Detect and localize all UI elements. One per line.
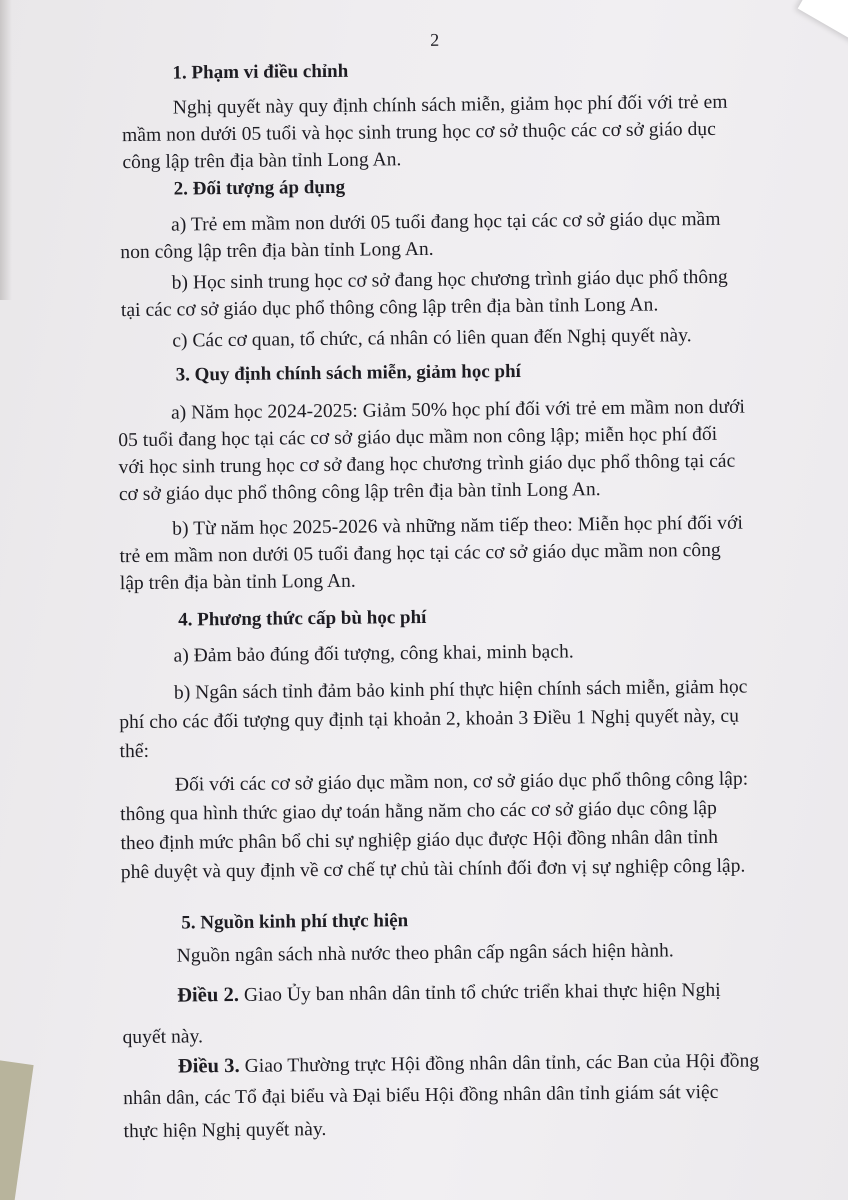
background-surface — [0, 1057, 34, 1200]
article-3-label: Điều 3. — [177, 1054, 240, 1078]
text-line: quyết này. — [122, 1026, 204, 1049]
text-line: theo định mức phân bổ chi sự nghiệp giáo dục được Hội đồng nhân dân tỉnh — [120, 826, 719, 855]
text-span: Giao Ủy ban nhân dân tỉnh tổ chức triển khai thực hiện Nghị — [238, 979, 721, 1006]
text-line: thực hiện Nghị quyết này. — [123, 1119, 327, 1143]
text-line: b) Từ năm học 2025-2026 và những năm tiếp theo: Miễn học phí đối với — [172, 512, 743, 540]
text-line: b) Ngân sách tỉnh đảm bảo kinh phí thực hiện chính sách miễn, giảm học — [173, 676, 748, 704]
page-corner-fold — [798, 0, 848, 43]
text-line: nhân dân, các Tổ đại biểu và Đại biểu Hội đồng nhân dân tỉnh giám sát việc — [123, 1081, 719, 1110]
text-line: b) Học sinh trung học cơ sở đang học chương trình giáo dục phổ thông — [171, 266, 728, 294]
text-line: a) Đảm bảo đúng đối tượng, công khai, minh bạch. — [173, 641, 574, 667]
page-edge-shadow — [0, 0, 12, 300]
text-line: a) Trẻ em mầm non dưới 05 tuổi đang học tại các cơ sở giáo dục mầm — [170, 208, 721, 236]
text-line: với học sinh trung học cơ sở đang học chương trình giáo dục phổ thông tại các — [118, 450, 736, 479]
text-line: tại các cơ sở giáo dục phổ thông công lập trên địa bàn tỉnh Long An. — [120, 294, 659, 322]
text-line: non công lập trên địa bàn tỉnh Long An. — [120, 238, 434, 264]
text-line: phê duyệt và quy định về cơ chế tự chủ tài chính đối đơn vị sự nghiệp công lập. — [120, 855, 746, 884]
article-2-label: Điều 2. — [177, 983, 240, 1007]
text-line: c) Các cơ quan, tổ chức, cá nhân có liên quan đến Nghị quyết này. — [172, 325, 692, 352]
text-span: Giao Thường trực Hội đồng nhân dân tỉnh, các Ban của Hội đồng — [239, 1050, 760, 1077]
section-4-heading: 4. Phương thức cấp bù học phí — [178, 606, 427, 631]
text-line: 05 tuổi đang học tại các cơ sở giáo dục mầm non công lập; miễn học phí đối — [118, 423, 718, 452]
text-line: phí cho các đối tượng quy định tại khoản 2, khoản 3 Điều 1 Nghị quyết này, cụ — [119, 705, 740, 734]
text-line: a) Năm học 2024-2025: Giảm 50% học phí đối với trẻ em mầm non dưới — [170, 396, 745, 424]
text-line: Nghị quyết này quy định chính sách miễn, giảm học phí đối với trẻ em — [172, 91, 728, 119]
section-2-heading: 2. Đối tượng áp dụng — [173, 176, 346, 200]
text-line: thể: — [119, 740, 150, 763]
text-line: công lập trên địa bàn tỉnh Long An. — [122, 149, 402, 174]
text-line: trẻ em mầm non dưới 05 tuổi đang học tại các cơ sở giáo dục mầm non công — [119, 539, 721, 568]
article-2-line — [177, 979, 721, 1008]
page-number: 2 — [430, 29, 440, 50]
text-line: cơ sở giáo dục phổ thông công lập trên địa bàn tỉnh Long An. — [118, 479, 601, 506]
text-line: Nguồn ngân sách nhà nước theo phân cấp ngân sách hiện hành. — [176, 940, 674, 967]
text-line: lập trên địa bàn tỉnh Long An. — [119, 570, 356, 595]
section-1-heading: 1. Phạm vi điều chỉnh — [172, 60, 349, 84]
text-line: thông qua hình thức giao dự toán hằng năm cho các cơ sở giáo dục công lập — [120, 797, 717, 826]
text-line: Đối với các cơ sở giáo dục mầm non, cơ sở giáo dục phổ thông công lập: — [174, 768, 749, 796]
article-3-line — [178, 1049, 759, 1078]
section-3-heading: 3. Quy định chính sách miễn, giảm học phí — [175, 360, 521, 386]
text-line: mầm non dưới 05 tuổi và học sinh trung học cơ sở thuộc các cơ sở giáo dục — [122, 118, 716, 147]
section-5-heading: 5. Nguồn kinh phí thực hiện — [181, 910, 409, 934]
